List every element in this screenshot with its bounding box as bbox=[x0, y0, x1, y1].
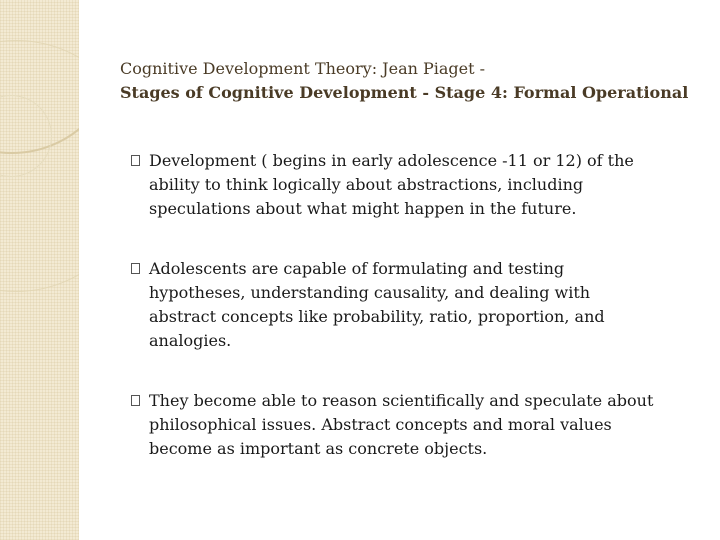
bullet-box-icon bbox=[131, 395, 140, 406]
bullet-item bbox=[131, 257, 661, 353]
bullet-text: They become able to reason scientifically and speculate about philosophical issues. Abstract concepts and moral values become as important as concrete objects. bbox=[149, 391, 654, 458]
slide-title bbox=[120, 57, 705, 105]
bullet-text: Adolescents are capable of formulating and testing hypotheses, understanding causality, and dealing with abstract concepts like probability, ratio, proportion, and analogies. bbox=[149, 259, 605, 350]
title-line-1: Cognitive Development Theory: Jean Piaget - bbox=[120, 59, 486, 78]
bullet-box-icon bbox=[131, 155, 140, 166]
bullet-item bbox=[131, 389, 661, 461]
bullet-text: Development ( begins in early adolescence -11 or 12) of the ability to think logically about abstractions, including speculations about what might happen in the future. bbox=[149, 151, 634, 218]
decorative-side-strip bbox=[0, 0, 79, 540]
title-line-2: Stages of Cognitive Development - Stage 4: Formal Operational bbox=[120, 83, 689, 102]
bullet-list bbox=[131, 149, 661, 497]
bullet-item bbox=[131, 149, 661, 221]
bullet-box-icon bbox=[131, 263, 140, 274]
